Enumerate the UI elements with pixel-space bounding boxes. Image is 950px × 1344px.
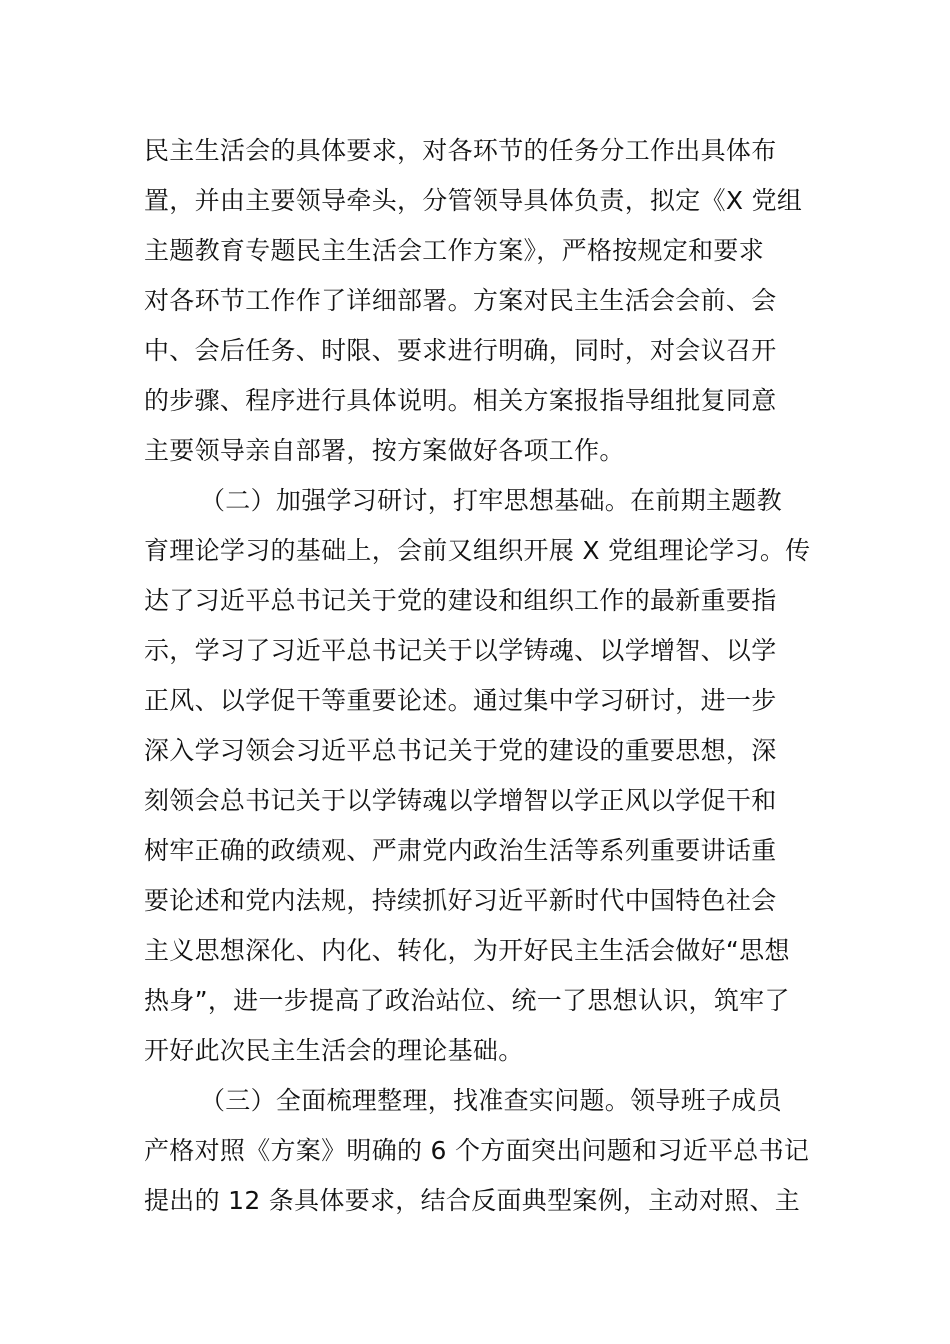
- paragraph-line: 提出的 12 条具体要求，结合反面典型案例，主动对照、主: [144, 1186, 801, 1215]
- paragraph-line: 刻领会总书记关于以学铸魂以学增智以学正风以学促干和: [144, 786, 777, 815]
- paragraph-line: 示，学习了习近平总书记关于以学铸魂、以学增智、以学: [144, 636, 777, 665]
- paragraph-heading-line: （三）全面梳理整理，找准查实问题。领导班子成员: [200, 1086, 782, 1115]
- paragraph-line: 正风、以学促干等重要论述。通过集中学习研讨，进一步: [144, 686, 777, 715]
- paragraph-line: 主题教育专题民主生活会工作方案》，严格按规定和要求: [144, 236, 765, 265]
- paragraph-line: 开好此次民主生活会的理论基础。: [144, 1036, 524, 1065]
- paragraph-line: 要论述和党内法规，持续抓好习近平新时代中国特色社会: [144, 886, 777, 915]
- paragraph-line: 主要领导亲自部署，按方案做好各项工作。: [144, 436, 625, 465]
- paragraph-line: 产格对照《方案》明确的 6 个方面突出问题和习近平总书记: [144, 1136, 810, 1165]
- paragraph-line: 达了习近平总书记关于党的建设和组织工作的最新重要指: [144, 586, 777, 615]
- paragraph-line: 中、会后任务、时限、要求进行明确，同时，对会议召开: [144, 336, 777, 365]
- paragraph-line: 对各环节工作作了详细部署。方案对民主生活会会前、会: [144, 286, 777, 315]
- paragraph-heading-line: （二）加强学习研讨，打牢思想基础。在前期主题教: [200, 486, 782, 515]
- paragraph-line: 育理论学习的基础上，会前又组织开展 X 党组理论学习。传: [144, 536, 811, 565]
- paragraph-line: 树牢正确的政绩观、严肃党内政治生活等系列重要讲话重: [144, 836, 777, 865]
- paragraph-line: 置，并由主要领导牵头，分管领导具体负责，拟定《X 党组: [144, 186, 803, 215]
- paragraph-line: 深入学习领会习近平总书记关于党的建设的重要思想，深: [144, 736, 777, 765]
- paragraph-line: 热身”，进一步提高了政治站位、统一了思想认识，筑牢了: [144, 986, 790, 1015]
- paragraph-line: 民主生活会的具体要求，对各环节的任务分工作出具体布: [144, 136, 777, 165]
- paragraph-line: 主义思想深化、内化、转化，为开好民主生活会做好“思想: [144, 936, 790, 965]
- paragraph-line: 的步骤、程序进行具体说明。相关方案报指导组批复同意: [144, 386, 777, 415]
